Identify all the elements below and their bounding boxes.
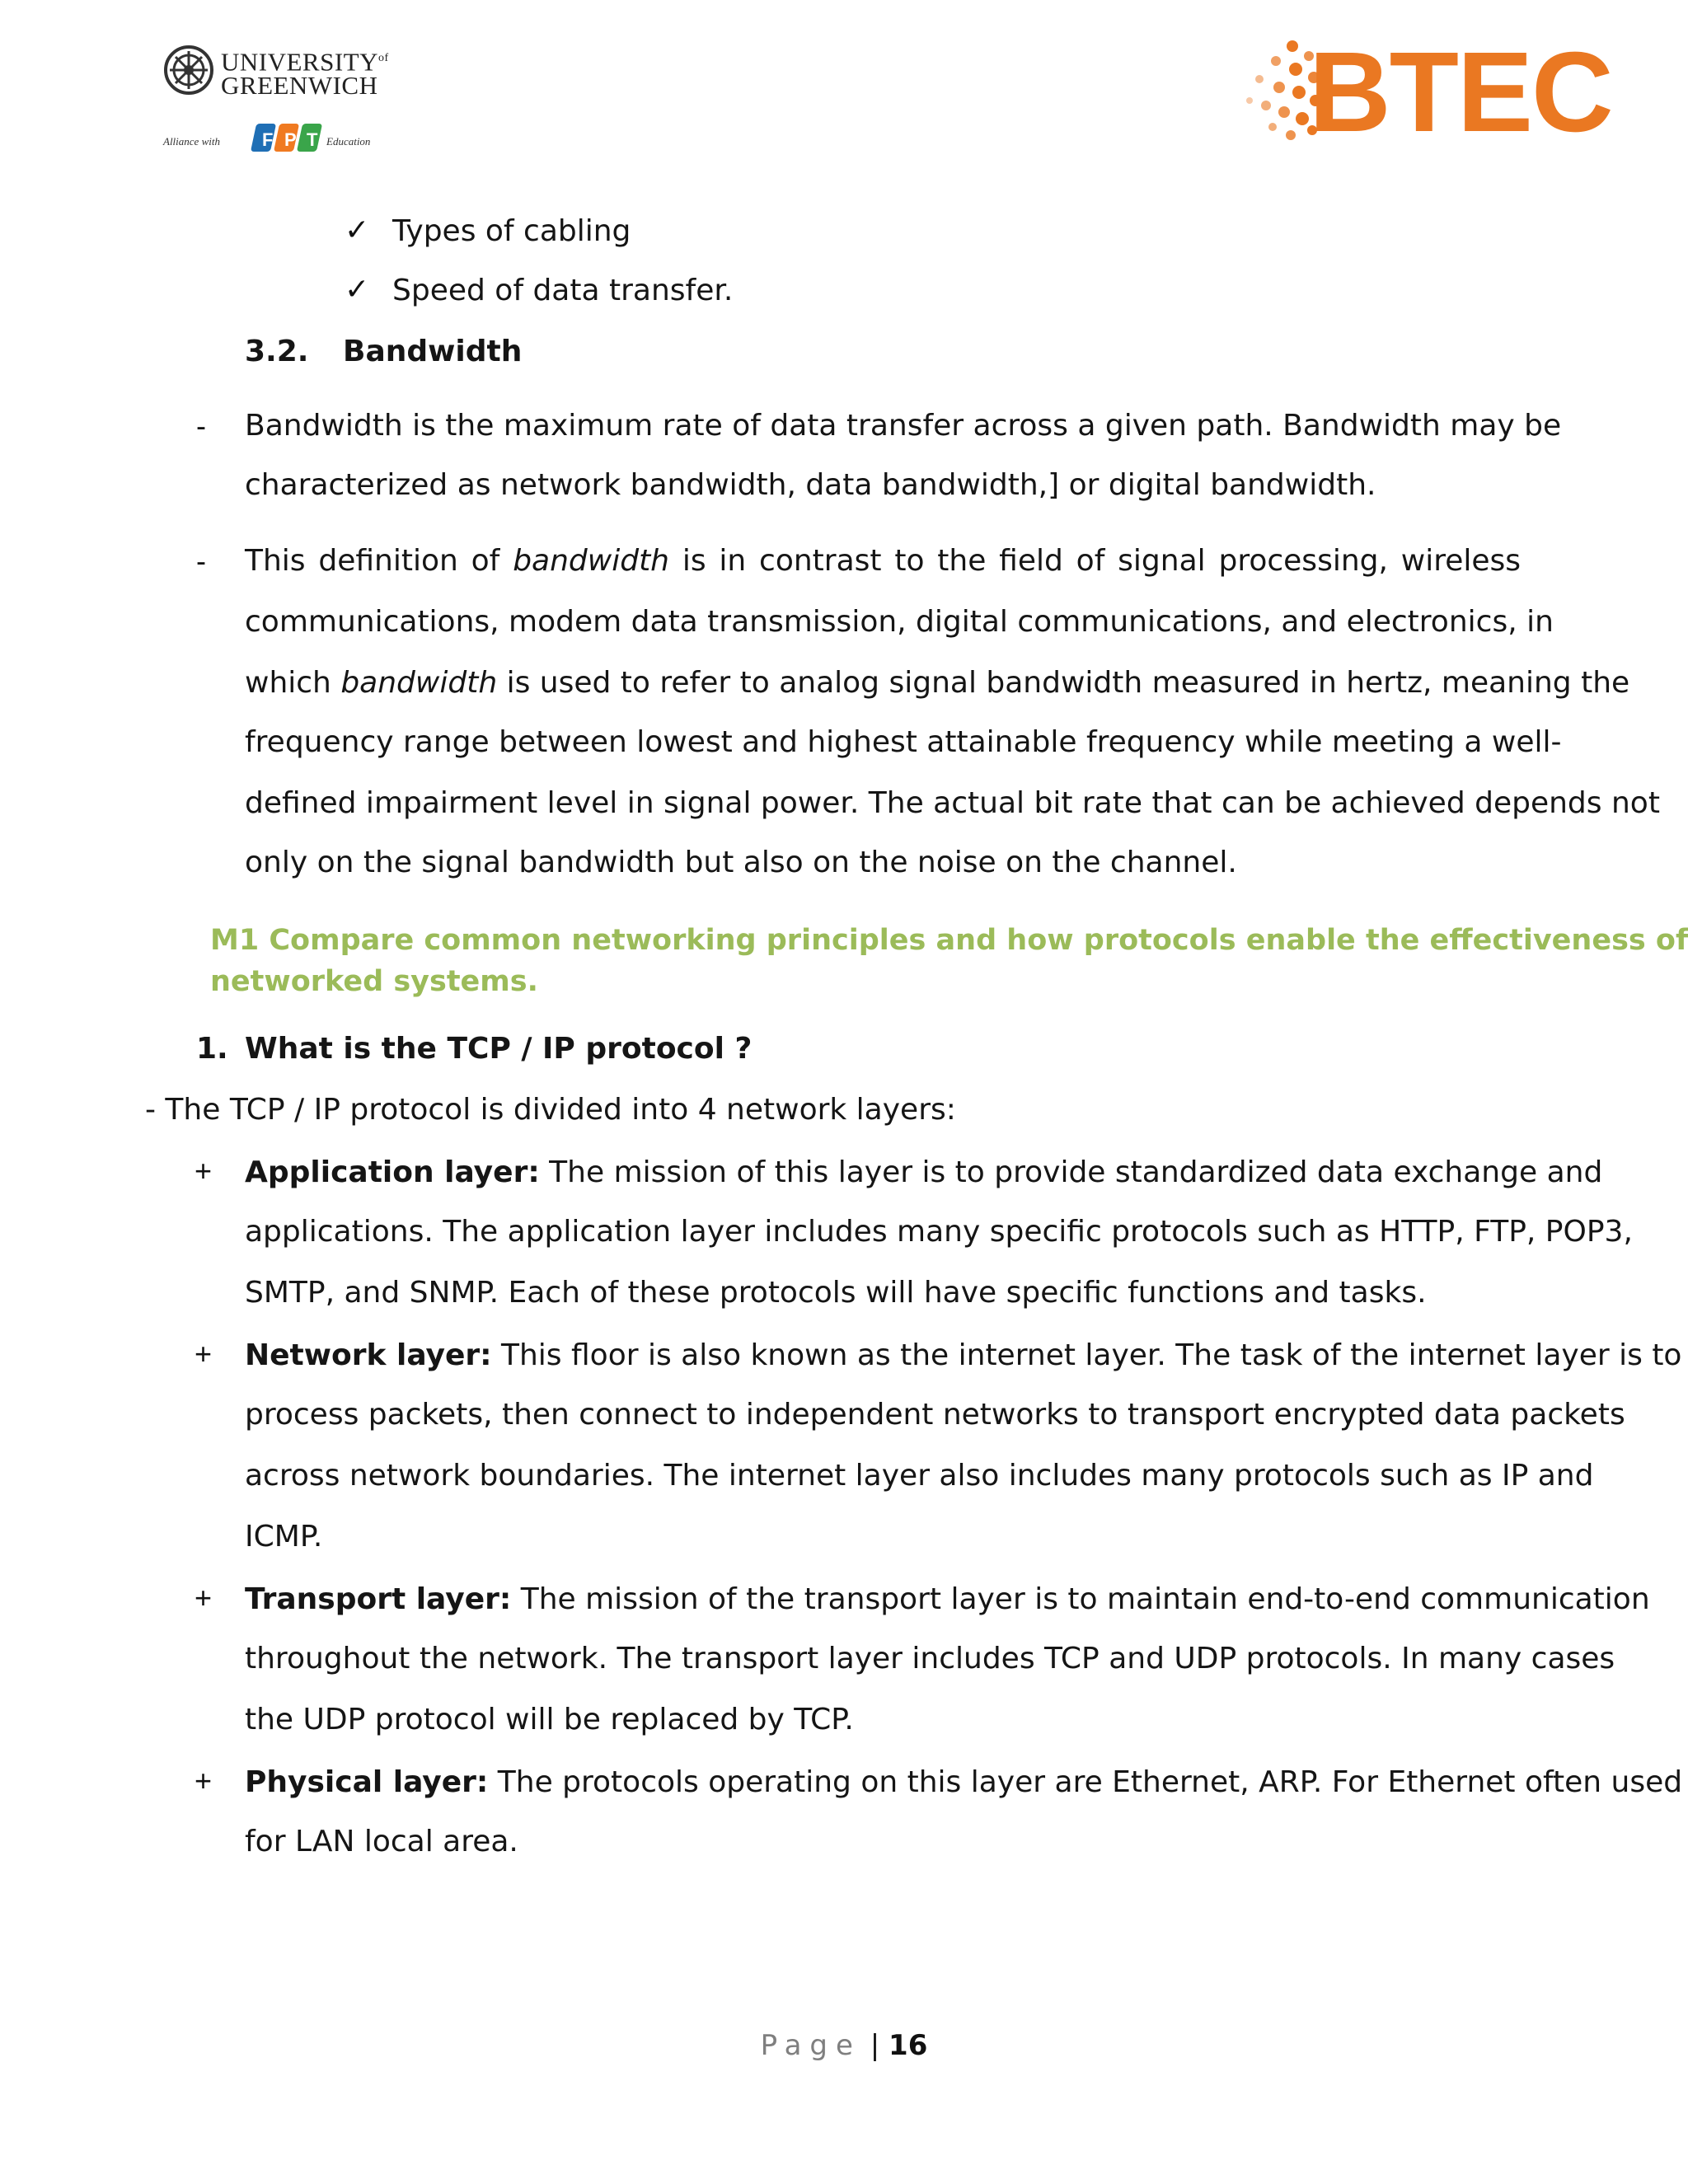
m1-heading: M1 Compare common networking principles and how protocols enable the effectiveness of [210, 924, 1688, 957]
paragraph-line: defined impairment level in signal power. The actual bit rate that can be achieved depends not [245, 786, 1660, 820]
paragraph-line: which bandwidth is used to refer to analog signal bandwidth measured in hertz, meaning the [245, 666, 1630, 700]
paragraph-line: This definition of bandwidth is in contrast to the field of signal processing, wireless [245, 544, 1522, 578]
layer-line: Application layer: The mission of this layer is to provide standardized data exchange and [245, 1155, 1603, 1189]
layer-label: Physical layer: [245, 1765, 489, 1799]
university-line2: GREENWICH [221, 71, 378, 101]
layer-line: ICMP. [245, 1520, 323, 1554]
section-title: What is the TCP / IP protocol ? [245, 1032, 753, 1066]
layer-line: for LAN local area. [245, 1825, 518, 1858]
fpt-badges-icon [249, 120, 323, 158]
layer-line: process packets, then connect to independent networks to transport encrypted data packets [245, 1398, 1625, 1432]
fpt-letter-f: F [262, 129, 274, 150]
layer-line: the UDP protocol will be replaced by TCP. [245, 1703, 854, 1736]
plus-bullet-icon: + [195, 1764, 213, 1797]
dash-bullet-icon: - [196, 409, 206, 443]
university-line1: UNIVERSITY [221, 47, 378, 77]
layer-line: Physical layer: The protocols operating on this layer are Ethernet, ARP. For Ethernet often used [245, 1765, 1683, 1799]
checklist-item: Speed of data transfer. [392, 274, 734, 307]
university-of: of [378, 52, 389, 64]
page-footer [0, 2027, 1688, 2064]
btec-logo [1243, 29, 1612, 156]
layer-line: Network layer: This floor is also known as the internet layer. The task of the internet layer is to [245, 1338, 1682, 1372]
fpt-letter-p: P [284, 129, 297, 150]
page-separator: | [870, 2029, 880, 2062]
layer-label: Application layer: [245, 1155, 540, 1189]
alliance-text: Alliance with [163, 135, 220, 148]
page-number: 16 [889, 2029, 928, 2062]
m1-heading-continued: networked systems. [210, 965, 538, 998]
layer-label: Network layer: [245, 1338, 492, 1372]
paragraph-line: characterized as network bandwidth, data bandwidth,] or digital bandwidth. [245, 468, 1376, 502]
checkmark-icon: ✓ [345, 272, 370, 306]
checkmark-icon: ✓ [345, 213, 370, 246]
plus-bullet-icon: + [195, 1337, 213, 1371]
paragraph-line: only on the signal bandwidth but also on the noise on the channel. [245, 846, 1237, 879]
paragraph-line: communications, modem data transmission, digital communications, and electronics, in [245, 605, 1554, 639]
paragraph-line: Bandwidth is the maximum rate of data transfer across a given path. Bandwidth may be [245, 409, 1562, 443]
page-word: Page [760, 2029, 861, 2062]
layer-line: applications. The application layer includes many specific protocols such as HTTP, FTP, POP3, [245, 1215, 1633, 1249]
checklist-item: Types of cabling [392, 214, 631, 248]
layer-line: SMTP, and SNMP. Each of these protocols will have specific functions and tasks. [245, 1276, 1427, 1310]
layer-line: throughout the network. The transport layer includes TCP and UDP protocols. In many cases [245, 1642, 1615, 1675]
section-number: 1. [196, 1032, 228, 1066]
university-of-greenwich-logo [163, 45, 394, 102]
layer-line: Transport layer: The mission of the transport layer is to maintain end-to-end communication [245, 1582, 1650, 1616]
btec-wordmark: BTEC [1309, 29, 1612, 156]
plus-bullet-icon: + [195, 1154, 213, 1188]
plus-bullet-icon: + [195, 1581, 213, 1615]
university-name [221, 46, 389, 101]
intro-line: - The TCP / IP protocol is divided into 4 network layers: [145, 1093, 956, 1127]
fpt-letter-t: T [307, 129, 318, 150]
dash-bullet-icon: - [196, 544, 206, 578]
layer-line: across network boundaries. The internet layer also includes many protocols such as IP and [245, 1459, 1594, 1493]
section-number: 3.2. [245, 335, 309, 368]
section-title: Bandwidth [343, 335, 523, 368]
university-crest-icon [163, 45, 214, 96]
fpt-alliance-logo [163, 120, 394, 162]
education-text: Education [326, 135, 371, 148]
paragraph-line: frequency range between lowest and highest attainable frequency while meeting a well- [245, 725, 1562, 759]
layer-label: Transport layer: [245, 1582, 512, 1616]
